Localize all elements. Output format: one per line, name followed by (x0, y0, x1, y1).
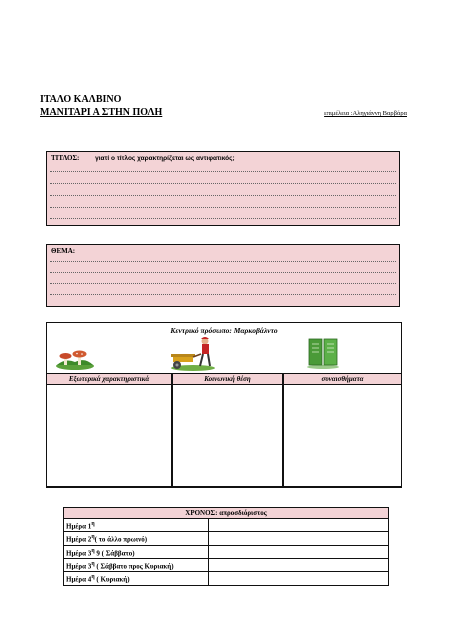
theme-label: ΘΕΜΑ: (51, 247, 76, 255)
answer-line[interactable] (50, 294, 396, 295)
column-header-social-position: Κοινωνική θέση (172, 373, 283, 385)
character-title: Κεντρικό πρόσωπο: Μαρκοβάλντο (170, 326, 278, 335)
editor-credit: επιμέλεια :Αληγιάννη Βαρβάρα (324, 110, 407, 117)
theme-box (46, 244, 400, 307)
title-question: γιατί ο τίτλος χαρακτηρίζεται ως αντιφατικός; (95, 155, 235, 162)
time-title: ΧΡΟΝΟΣ: απροσδιόριστος (64, 508, 389, 519)
title-box (46, 151, 400, 226)
answer-line[interactable] (50, 195, 396, 196)
table-row (64, 519, 389, 532)
answer-line[interactable] (50, 272, 396, 273)
time-table-header (64, 508, 389, 519)
answer-line[interactable] (50, 171, 396, 172)
day-answer-cell[interactable] (209, 532, 389, 545)
answer-line[interactable] (50, 283, 396, 284)
social-position-answer-area[interactable] (172, 385, 283, 487)
day-label: Ημέρα $3^\eta$ ( Σάββατο προς Κυριακή) (64, 558, 209, 571)
mushrooms-icon (55, 340, 95, 370)
column-header-feelings: συναισθήματα (283, 373, 402, 385)
column-header-appearance: Εξωτερικά χαρακτηριστικά (46, 373, 172, 385)
man-with-wheelbarrow-icon (165, 334, 217, 372)
time-table (63, 507, 389, 586)
feelings-answer-area[interactable] (283, 385, 402, 487)
appearance-answer-area[interactable] (46, 385, 172, 487)
table-row (64, 572, 389, 585)
answer-line[interactable] (50, 183, 396, 184)
green-book-icon (305, 337, 341, 369)
answer-line[interactable] (50, 261, 396, 262)
table-row (64, 558, 389, 571)
day-answer-cell[interactable] (209, 558, 389, 571)
day-answer-cell[interactable] (209, 572, 389, 585)
author-heading: ΙΤΑΛΟ ΚΑΛΒΙΝΟ (40, 94, 122, 105)
table-row (64, 545, 389, 558)
day-answer-cell[interactable] (209, 519, 389, 532)
day-label: Ημέρα $1^\eta$ (64, 519, 209, 532)
day-label: Ημέρα $2^\eta$( το άλλο πρωινό) (64, 532, 209, 545)
book-title-heading: ΜΑΝΙΤΑΡΙ Α ΣΤΗΝ ΠΟΛΗ (40, 107, 163, 118)
answer-line[interactable] (50, 218, 396, 219)
day-label: Ημέρα $3^\eta$ 9 ( Σάββατο) (64, 545, 209, 558)
day-label: Ημέρα $4^\eta$ ( Κυριακή) (64, 572, 209, 585)
title-label: ΤΙΤΛΟΣ: (51, 154, 80, 162)
answer-line[interactable] (50, 207, 396, 208)
title-box-label (51, 154, 235, 162)
table-row (64, 532, 389, 545)
day-answer-cell[interactable] (209, 545, 389, 558)
